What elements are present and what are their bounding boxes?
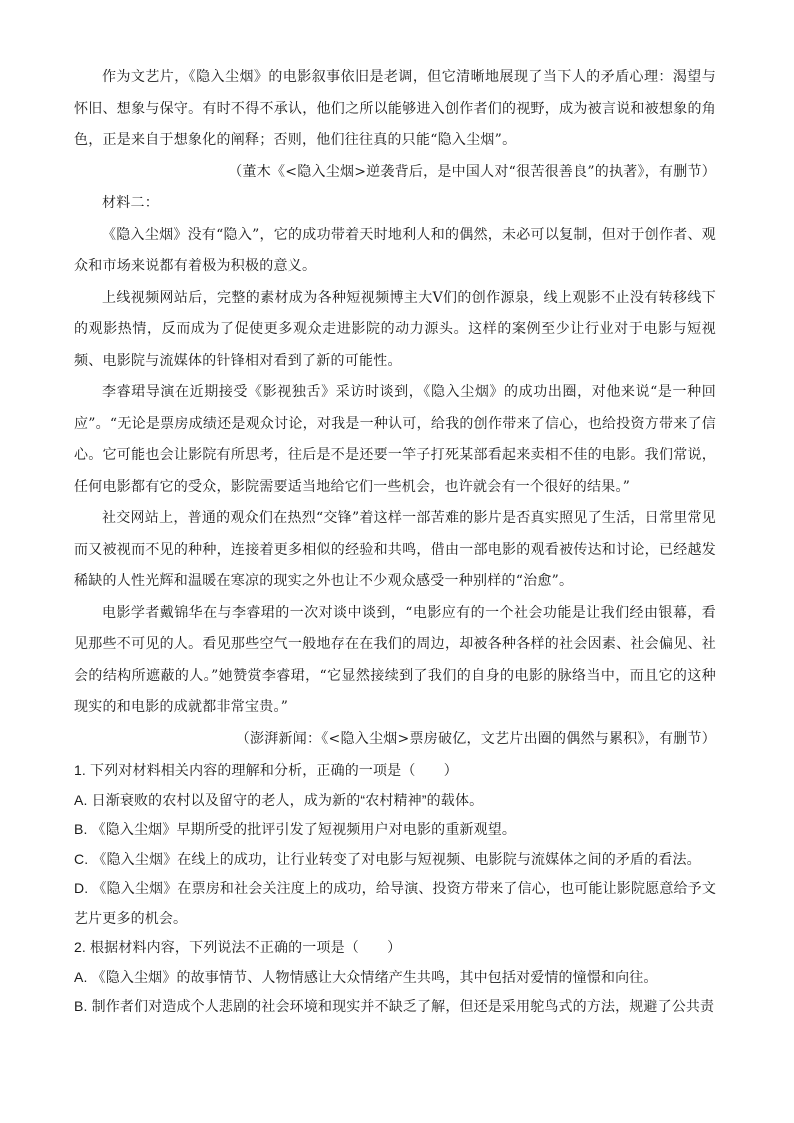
material-two-paragraph-2: 上线视频网站后，完整的素材成为各种短视频博主大V们的创作源泉，线上观影不止没有转移线下的观影热情，反而成为了促使更多观众走进影院的动力源头。这样的案例至少让行业对于电影与短视频、电影院与流媒体的针锋相对看到了新的可能性。	[74, 289, 716, 369]
question-2-option-b: B. 制作者们对造成个人悲剧的社会环境和现实并不缺乏了解，但还是采用鸵鸟式的方法，规避了公共责	[74, 998, 715, 1014]
material-one-excerpt	[74, 62, 716, 188]
question-1-option-b: B. 《隐入尘烟》早期所受的批评引发了短视频用户对电影的重新观望。	[74, 821, 517, 837]
question-2-stem: 2. 根据材料内容，下列说法不正确的一项是（ ）	[74, 939, 402, 955]
question-2-option-a: A. 《隐入尘烟》的故事情节、人物情感让大众情绪产生共鸣，其中包括对爱情的憧憬和向往。	[74, 968, 658, 985]
question-1-option-d: D. 《隐入尘烟》在票房和社会关注度上的成功，给导演、投资方带来了信心，也可能让影院愿意给予文艺片更多的机会。	[74, 880, 716, 926]
question-2	[74, 933, 716, 1022]
material-two-label: 材料二：	[102, 195, 159, 211]
material-one-paragraph: 作为文艺片，《隐入尘烟》的电影叙事依旧是老调，但它清晰地展现了当下人的矛盾心理：渴望与怀旧、想象与保守。有时不得不承认，他们之所以能够进入创作者们的视野，成为被言说和被想象的角色，正是来自于想象化的阐释；否则，他们往往真的只能“隐入尘烟”。	[74, 69, 716, 148]
questions-section	[74, 756, 716, 1022]
material-two-paragraph-4: 社交网站上，普通的观众们在热烈“交锋”着这样一部苦难的影片是否真实照见了生活，日常里常见而又被视而不见的种种，连接着更多相似的经验和共鸣，借由一部电影的观看被传达和讨论，已经越发稀缺的人性光辉和温暖在寒凉的现实之外也让不少观众感受一种别样的“治愈”。	[74, 510, 716, 589]
material-two-paragraph-3: 李睿珺导演在近期接受《影视独舌》采访时谈到，《隐入尘烟》的成功出圈，对他来说“是一种回应”。“无论是票房成绩还是观众讨论，对我是一种认可，给我的创作带来了信心，也给投资方带来了信心。它可能也会让影院有所思考，往后是不是还要一竿子打死某部看起来卖相不佳的电影。我们常说，任何电影都有它的受众，影院需要适当地给它们一些机会，也许就会有一个很好的结果。”	[74, 384, 716, 495]
question-1	[74, 756, 716, 933]
material-two-paragraph-5: 电影学者戴锦华在与李睿珺的一次对谈中谈到，“电影应有的一个社会功能是让我们经由银幕，看见那些不可见的人。看见那些空气一般地存在在我们的周边，却被各种各样的社会因素、社会偏见、社会的结构所遮蔽的人。”她赞赏李睿珺，“它显然接续到了我们的自身的电影的脉络当中，而且它的这种现实的和电影的成就都非常宝贵。”	[74, 604, 716, 715]
question-1-stem: 1. 下列对材料相关内容的理解和分析，正确的一项是（ ）	[74, 762, 458, 778]
question-1-option-c: C. 《隐入尘烟》在线上的成功，让行业转变了对电影与短视频、电影院与流媒体之间的矛盾的看法。	[74, 850, 701, 867]
material-two-source: （澎湃新闻：《<隐入尘烟>票房破亿，文艺片出圈的偶然与累积》，有删节）	[235, 730, 716, 747]
material-one-source: （董木《<隐入尘烟>逆袭背后，是中国人对“很苦很善良”的执著》，有删节）	[228, 163, 716, 180]
material-two	[74, 188, 716, 755]
question-1-option-a: A. 日渐衰败的农村以及留守的老人，成为新的“农村精神”的载体。	[74, 791, 484, 808]
material-two-paragraph-1: 《隐入尘烟》没有“隐入”，它的成功带着天时地利人和的偶然，未必可以复制，但对于创作者、观众和市场来说都有着极为积极的意义。	[74, 226, 716, 274]
